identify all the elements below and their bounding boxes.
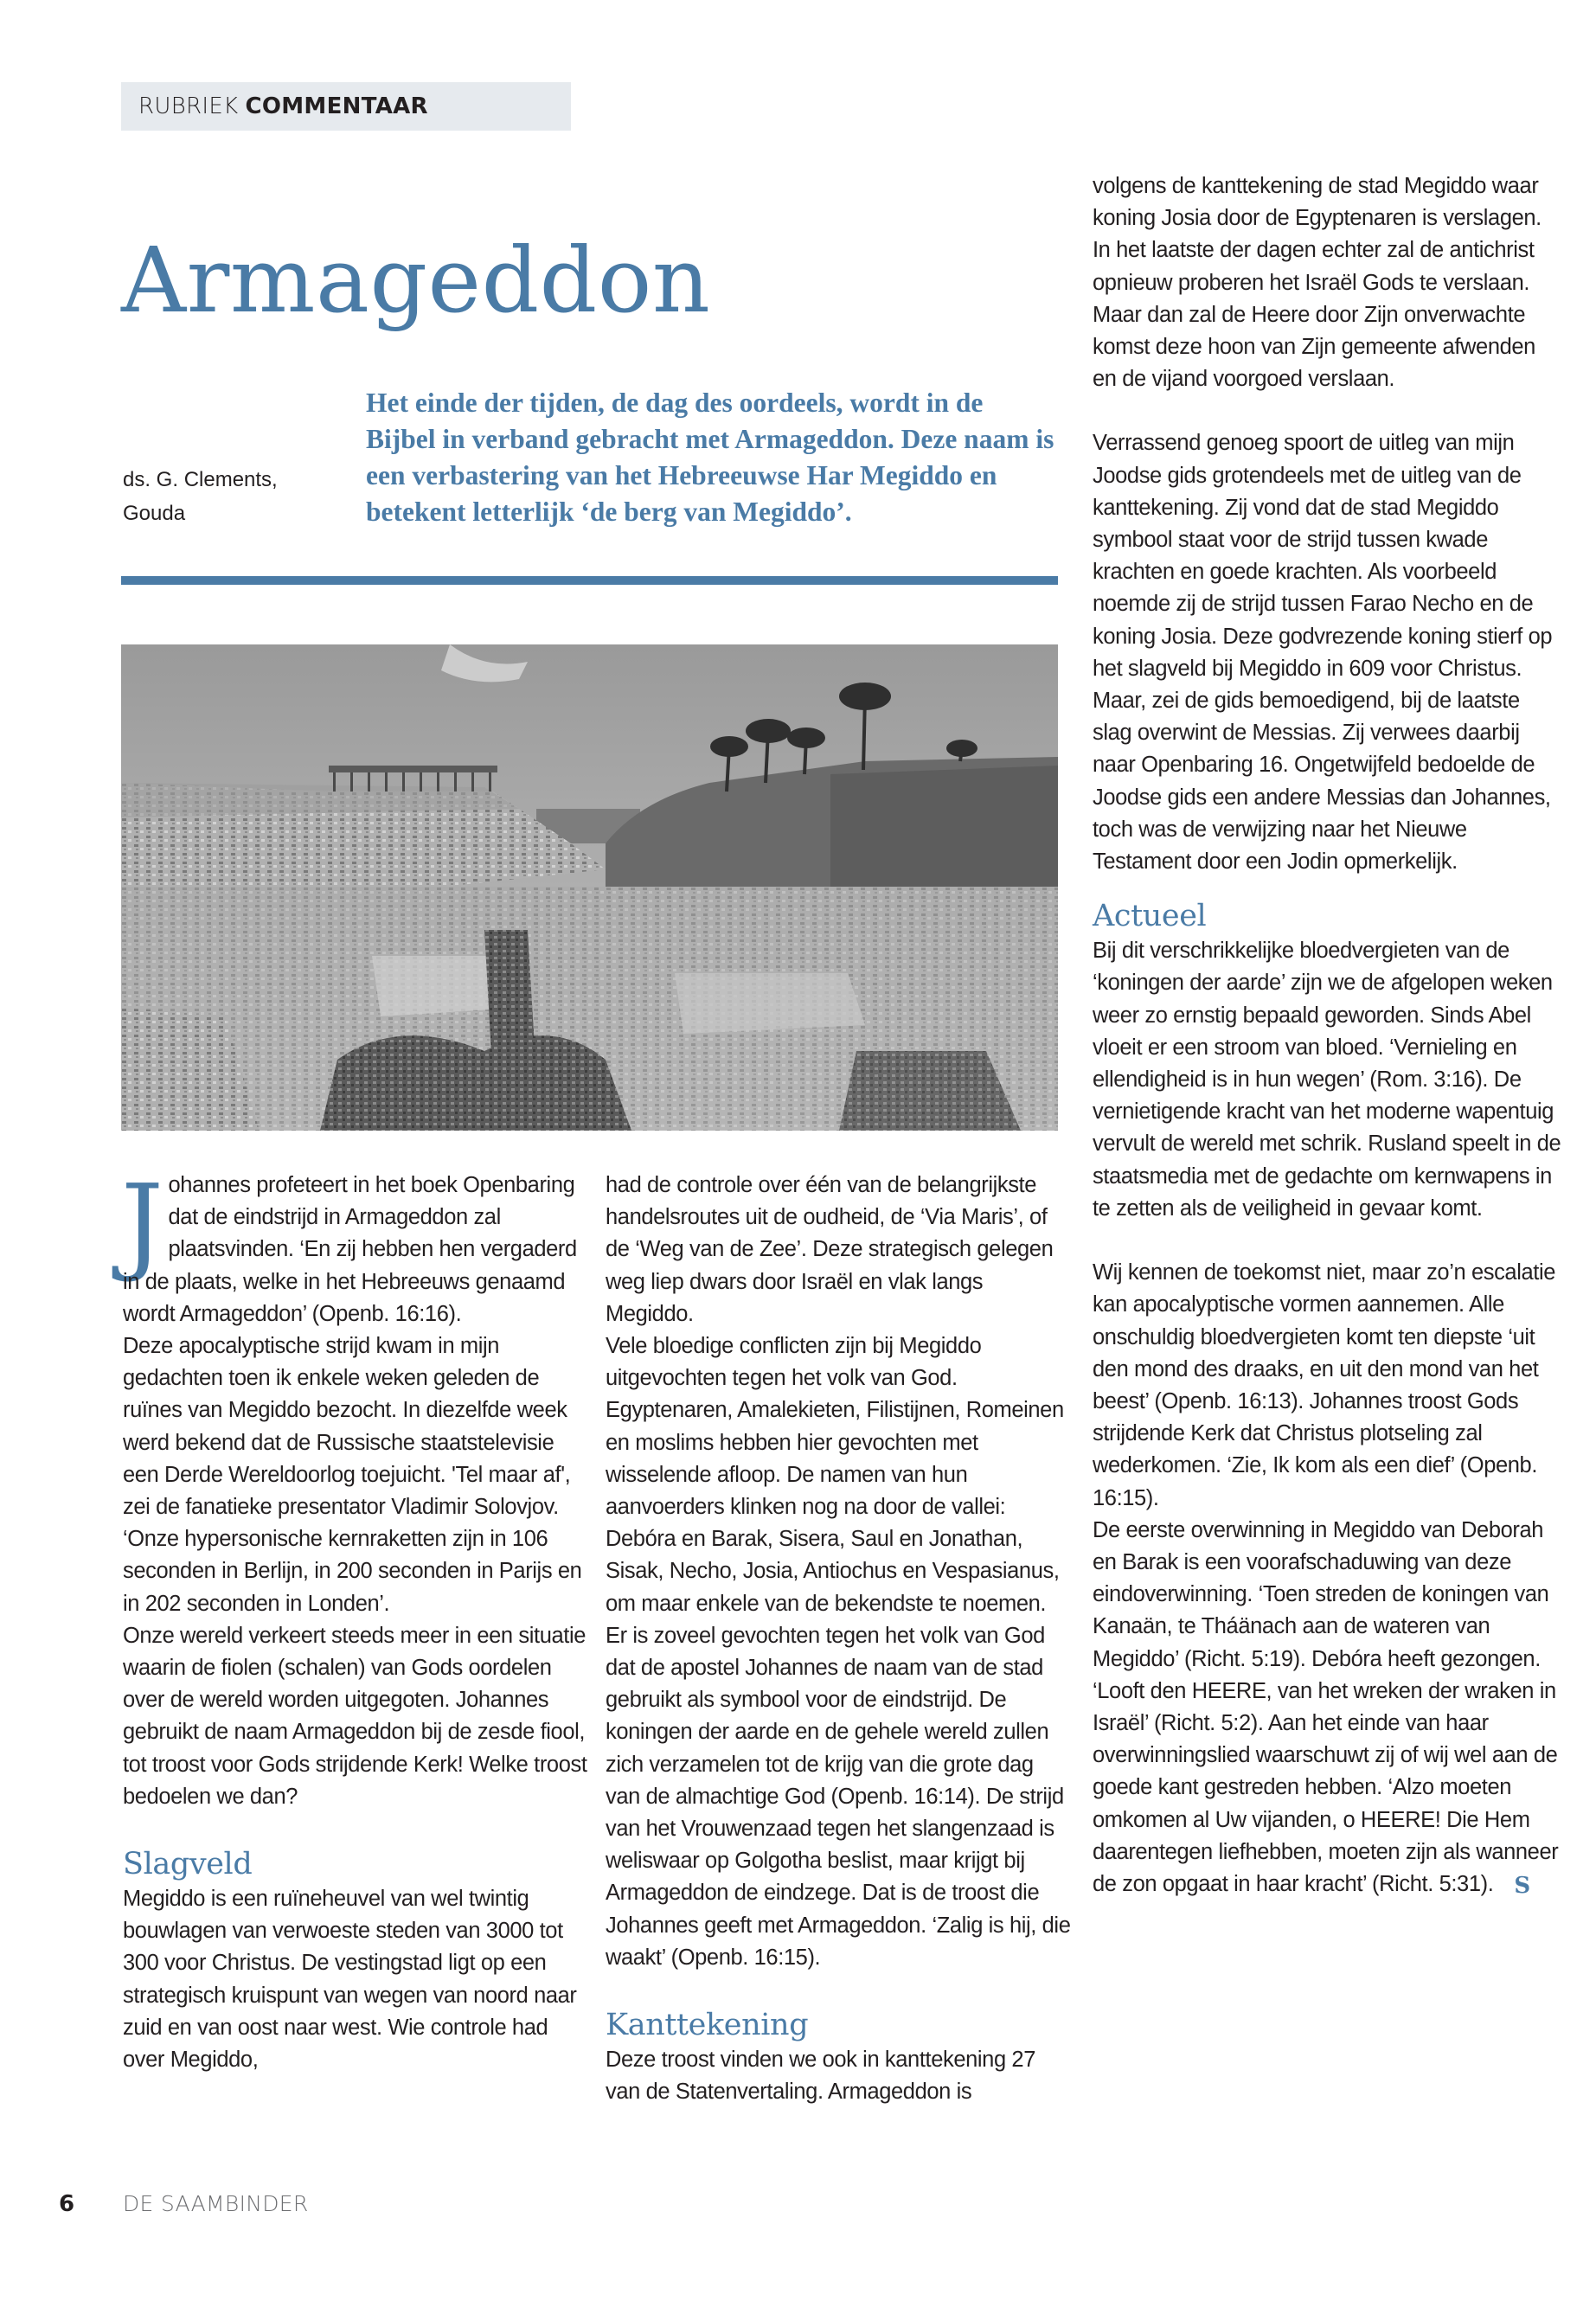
author-location: Gouda: [123, 502, 186, 525]
paragraph: Bij dit verschrikkelijke bloedvergieten van de ‘koningen der aarde’ zijn we de afgelopen weken weer zo ernstig bepaald geworden. Sinds Abel vloeit er een stroom van bloed. ‘Vernieling en ellendigheid is in hun wegen’ (Rom. 3:16). De vernietigende kracht van het moderne wapentuig vervult de wereld met schrik. Rusland speelt in de staatsmedia met de gedachte om kernwapens in te zetten als de veiligheid in gevaar komt.: [1093, 939, 1561, 1221]
article-photo: [121, 644, 1058, 1131]
paragraph: had de controle over één van de belangrijkste handelsroutes uit de oudheid, de ‘Via Maris’, of de ‘Weg van de Zee’. Deze strategisch gelegen weg liep dwars door Israël en vlak langs Megiddo.: [606, 1173, 1054, 1326]
paragraph: Wij kennen de toekomst niet, maar zo’n escalatie kan apocalyptische vormen aannemen. Alle onschuldig bloedvergieten komt ten diepste ‘uit den mond des draaks, en uit den mond van het beest’ (Openb. 16:13). Johannes troost Gods strijdende Kerk dat Christus plotseling zal wederkomen. ‘Zie, Ik kom als een dief’ (Openb. 16:15).: [1093, 1260, 1555, 1510]
spacer: [1093, 1225, 1564, 1257]
section-heading-actueel: Actueel: [1093, 899, 1207, 934]
author-byline: [123, 463, 278, 530]
page-footer: [59, 2191, 309, 2217]
rubric-name: COMMENTAAR: [245, 93, 428, 119]
spacer: [123, 1813, 590, 1845]
paragraph: Onze wereld verkeert steeds meer in een situatie waarin de fiolen (schalen) van Gods oordelen over de wereld worden uitgegoten. Johannes gebruikt de naam Armageddon bij de zesde fiool, tot troost voor Gods strijdende Kerk! Welke troost bedoelen we dan?: [123, 1623, 587, 1809]
paragraph-text: De eerste overwinning in Megiddo van Deborah en Barak is een voorafschaduwing van deze eindoverwinning. ‘Toen streden de koningen van Kanaän, te Tháänach aan de wateren van Megiddo’ (Richt. 5:19). Debóra heeft gezongen. ‘Looft den HEERE, van het wreken der wraken in Israël’ (Richt. 5:2). Aan het einde van haar overwinningslied waarschuwt zij of wij wel aan de goede kant gestreden hebben. ‘Alzo moeten omkomen al Uw vijanden, o HEERE! Die Hem daarentegen liefhebben, moeten zijn als wanneer de zon opgaat in haar kracht’ (Richt. 5:31).: [1093, 1517, 1559, 1896]
drop-cap: J: [121, 1162, 163, 1285]
magazine-name: DE SAAMBINDER: [123, 2191, 309, 2216]
spacer: [606, 1974, 1073, 2006]
paragraph: volgens de kanttekening de stad Megiddo waar koning Josia door de Egyptenaren is verslagen. In het laatste der dagen echter zal de antichrist opnieuw proberen het Israël Gods te verslaan. Maar dan zal de Heere door Zijn onverwachte komst deze hoon van Zijn gemeente afwenden en de vijand voorgoed verslaan.: [1093, 174, 1542, 392]
paragraph: Megiddo is een ruïneheuvel van wel twintig bouwlagen van verwoeste steden van 3000 tot 300 voor Christus. De vestingstad ligt op een strategisch kruispunt van wegen van noord naar zuid en van oost naar west. Wie controle had over Megiddo,: [123, 1887, 577, 2073]
author-name: ds. G. Clements,: [123, 468, 278, 491]
paragraph: Verrassend genoeg spoort de uitleg van mijn Joodse gids grotendeels met de uitleg van de kanttekening. Zij vond dat de stad Megiddo symbool staat voor de strijd tussen kwade krachten en goede krachten. Als voorbeeld noemde zij de strijd tussen Farao Necho en de koning Josia. Deze godvrezende koning stierf op het slagveld bij Megiddo in 609 voor Christus. Maar, zei de gids bemoedigend, bij de laatste slag overwint de Messias. Zij verwees daarbij naar Openbaring 16. Ongetwijfeld bedoelde de Joodse gids een andere Messias dan Johannes, toch was de verwijzing naar het Nieuwe Testament door een Jodin opmerkelijk.: [1093, 431, 1553, 875]
rubric-label: [121, 82, 571, 131]
section-heading-kanttekening: Kanttekening: [606, 2008, 809, 2043]
divider-rule: [121, 576, 1058, 585]
paragraph: ohannes profeteert in het boek Openbaring dat de eindstrijd in Armageddon zal plaatsvinden. ‘En zij hebben hen vergaderd in de plaats, welke in het Hebreeuws genaamd wordt Armageddon’ (Openb. 16:16).: [123, 1173, 577, 1326]
paragraph-final: [1093, 1515, 1564, 1900]
rubric-prefix: RUBRIEK: [138, 93, 239, 119]
section-heading-slagveld: Slagveld: [123, 1847, 253, 1882]
column-2: [606, 1170, 1073, 2108]
paragraph: Vele bloedige conflicten zijn bij Megiddo uitgevochten tegen het volk van God. Egyptenaren, Amalekieten, Filistijnen, Romeinen en moslims hebben hier gevochten met wisselende afloop. De namen van hun aanvoerders klinken nog na door de vallei: Debóra en Barak, Sisera, Saul en Jonathan, Sisak, Necho, Josia, Antiochus en Vespasianus, om maar enkele van de bekendste te noemen.: [606, 1334, 1064, 1616]
spacer: [1093, 878, 1564, 897]
page-number: 6: [59, 2191, 75, 2217]
paragraph: Deze apocalyptische strijd kwam in mijn gedachten toen ik enkele weken geleden de ruïnes van Megiddo bezocht. In diezelfde week werd bekend dat de Russische staatstelevisie een Derde Wereldoorlog toejuicht. 'Tel maar af', zei de fanatieke presentator Vladimir Solovjov. ‘Onze hypersonische kernraketten zijn in 106 seconden in Berlijn, in 200 seconden in Parijs en in 202 seconden in Londen’.: [123, 1334, 582, 1616]
paragraph: Er is zoveel gevochten tegen het volk van God dat de apostel Johannes de naam van de stad gebruikt als symbool voor de eindstrijd. De koningen der aarde en de gehele wereld zullen zich verzamelen tot de krijg van die grote dag van de almachtige God (Openb. 16:14). De strijd van het Vrouwenzaad tegen het slangenzaad is weliswaar op Golgotha beslist, maar krijgt bij Armageddon de eindzege. Dat is de troost die Johannes geeft met Armageddon. ‘Zalig is hij, die waakt’ (Openb. 16:15).: [606, 1623, 1071, 1970]
article-title: Armageddon: [121, 228, 711, 333]
column-3: [1093, 170, 1564, 1900]
megiddo-ruins-image: [121, 644, 1058, 1131]
spacer: [1093, 395, 1564, 427]
end-mark-icon: S: [1514, 1872, 1530, 1899]
column-1: [121, 1162, 590, 2076]
lead-paragraph: Het einde der tijden, de dag des oordeels, wordt in de Bijbel in verband gebracht met Armageddon. Deze naam is een verbastering van het Hebreeuwse Har Megiddo en betekent letterlijk ‘de berg van Megiddo’.: [366, 388, 1054, 527]
paragraph: Deze troost vinden we ook in kanttekening 27 van de Statenvertaling. Armageddon is: [606, 2048, 1035, 2105]
